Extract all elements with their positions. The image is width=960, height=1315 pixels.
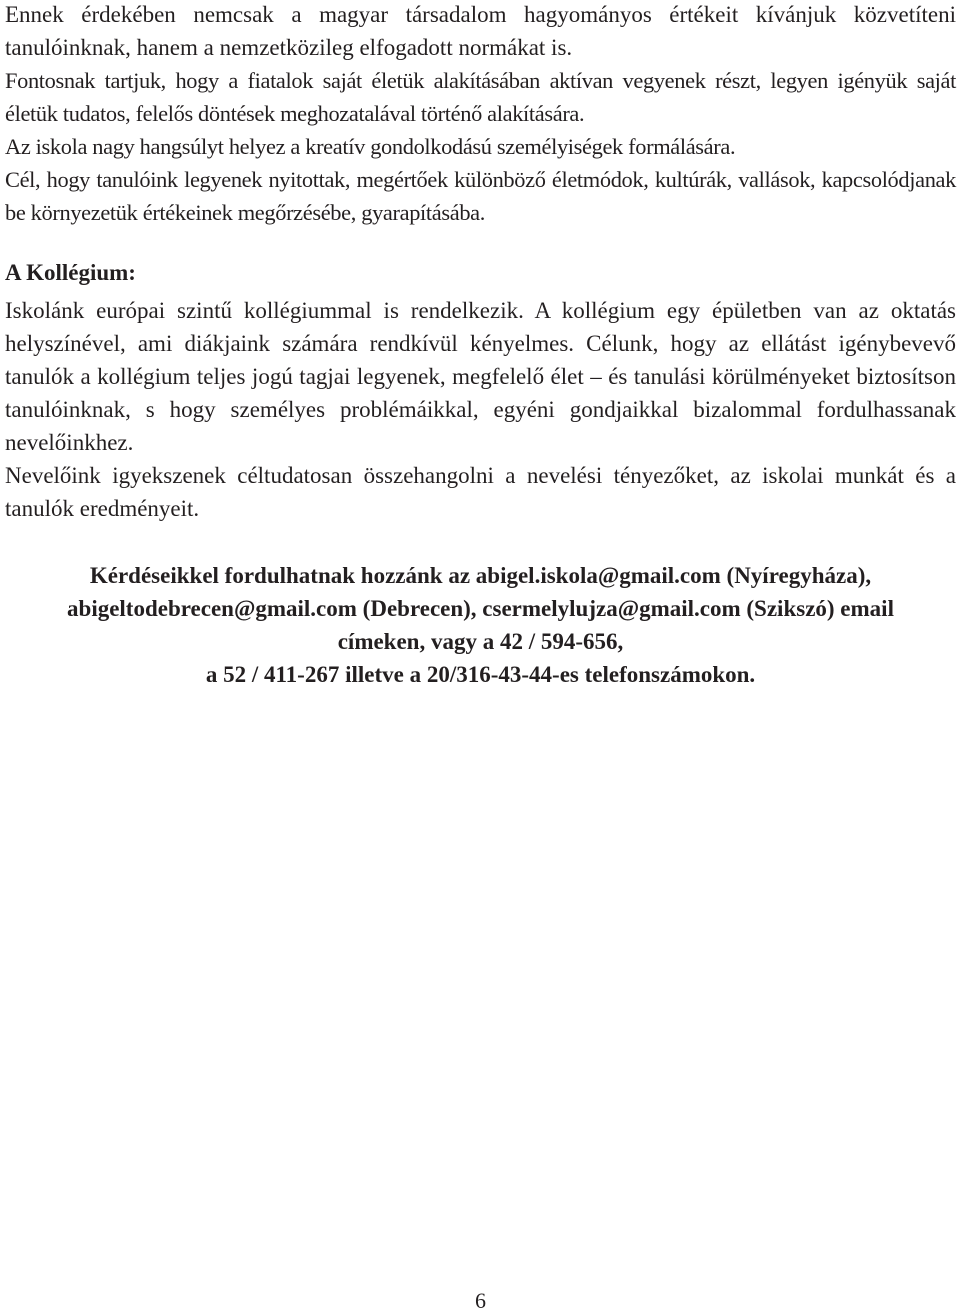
kollegium-paragraph-1: Iskolánk európai szintű kollégiummal is rendelkezik. A kollégium egy épületben van az oktatás helyszínével, ami diákjaink számára rendkívül kényelmes. Célunk, hogy az ellátást igénybevevő tanulók a kollégium teljes jogú tagjai legyenek, megfelelő élet – és tanulási körülményeket biztosítson tanulóinknak, s hogy személyes problémáikkal, egyéni gondjaikkal bizalommal fordulhassanak nevelőinkhez.: [5, 298, 956, 455]
intro-paragraph-3: Az iskola nagy hangsúlyt helyez a kreatív gondolkodású személyiségek formálására.: [5, 134, 736, 159]
contact-line-4: a 52 / 411-267 illetve a 20/316-43-44-es telefonszámokon.: [205, 662, 756, 687]
contact-line-1: Kérdéseikkel fordulhatnak hozzánk az abigel.iskola@gmail.com (Nyíregyháza),: [89, 563, 872, 588]
kollegium-paragraph-2: Nevelőink igyekszenek céltudatosan összehangolni a nevelési tényezőket, az iskolai munkát és a tanulók eredményeit.: [5, 463, 956, 521]
contact-line-3: címeken, vagy a 42 / 594-656,: [337, 629, 624, 654]
intro-section: [5, 0, 956, 229]
contact-line-2: abigeltodebrecen@gmail.com (Debrecen), csermelylujza@gmail.com (Szikszó) email: [67, 596, 894, 621]
intro-paragraph-4: Cél, hogy tanulóink legyenek nyitottak, megértőek különböző életmódok, kultúrák, vallások, kapcsolódjanak be környezetük értékeinek megőrzésébe, gyarapításába.: [5, 167, 956, 225]
document-page: [5, 0, 956, 1315]
page-number: 6: [475, 1288, 486, 1313]
kollegium-heading: A Kollégium:: [5, 260, 136, 285]
contact-block: [5, 559, 956, 691]
intro-paragraph-1: Ennek érdekében nemcsak a magyar társadalom hagyományos értékeit kívánjuk közvetíteni tanulóinknak, hanem a nemzetközileg elfogadott normákat is.: [5, 2, 956, 60]
intro-paragraph-2: Fontosnak tartjuk, hogy a fiatalok saját életük alakításában aktívan vegyenek részt, legyen igényük saját életük tudatos, felelős döntések meghozatalával történő alakítására.: [5, 68, 956, 126]
kollegium-section: [5, 294, 956, 525]
